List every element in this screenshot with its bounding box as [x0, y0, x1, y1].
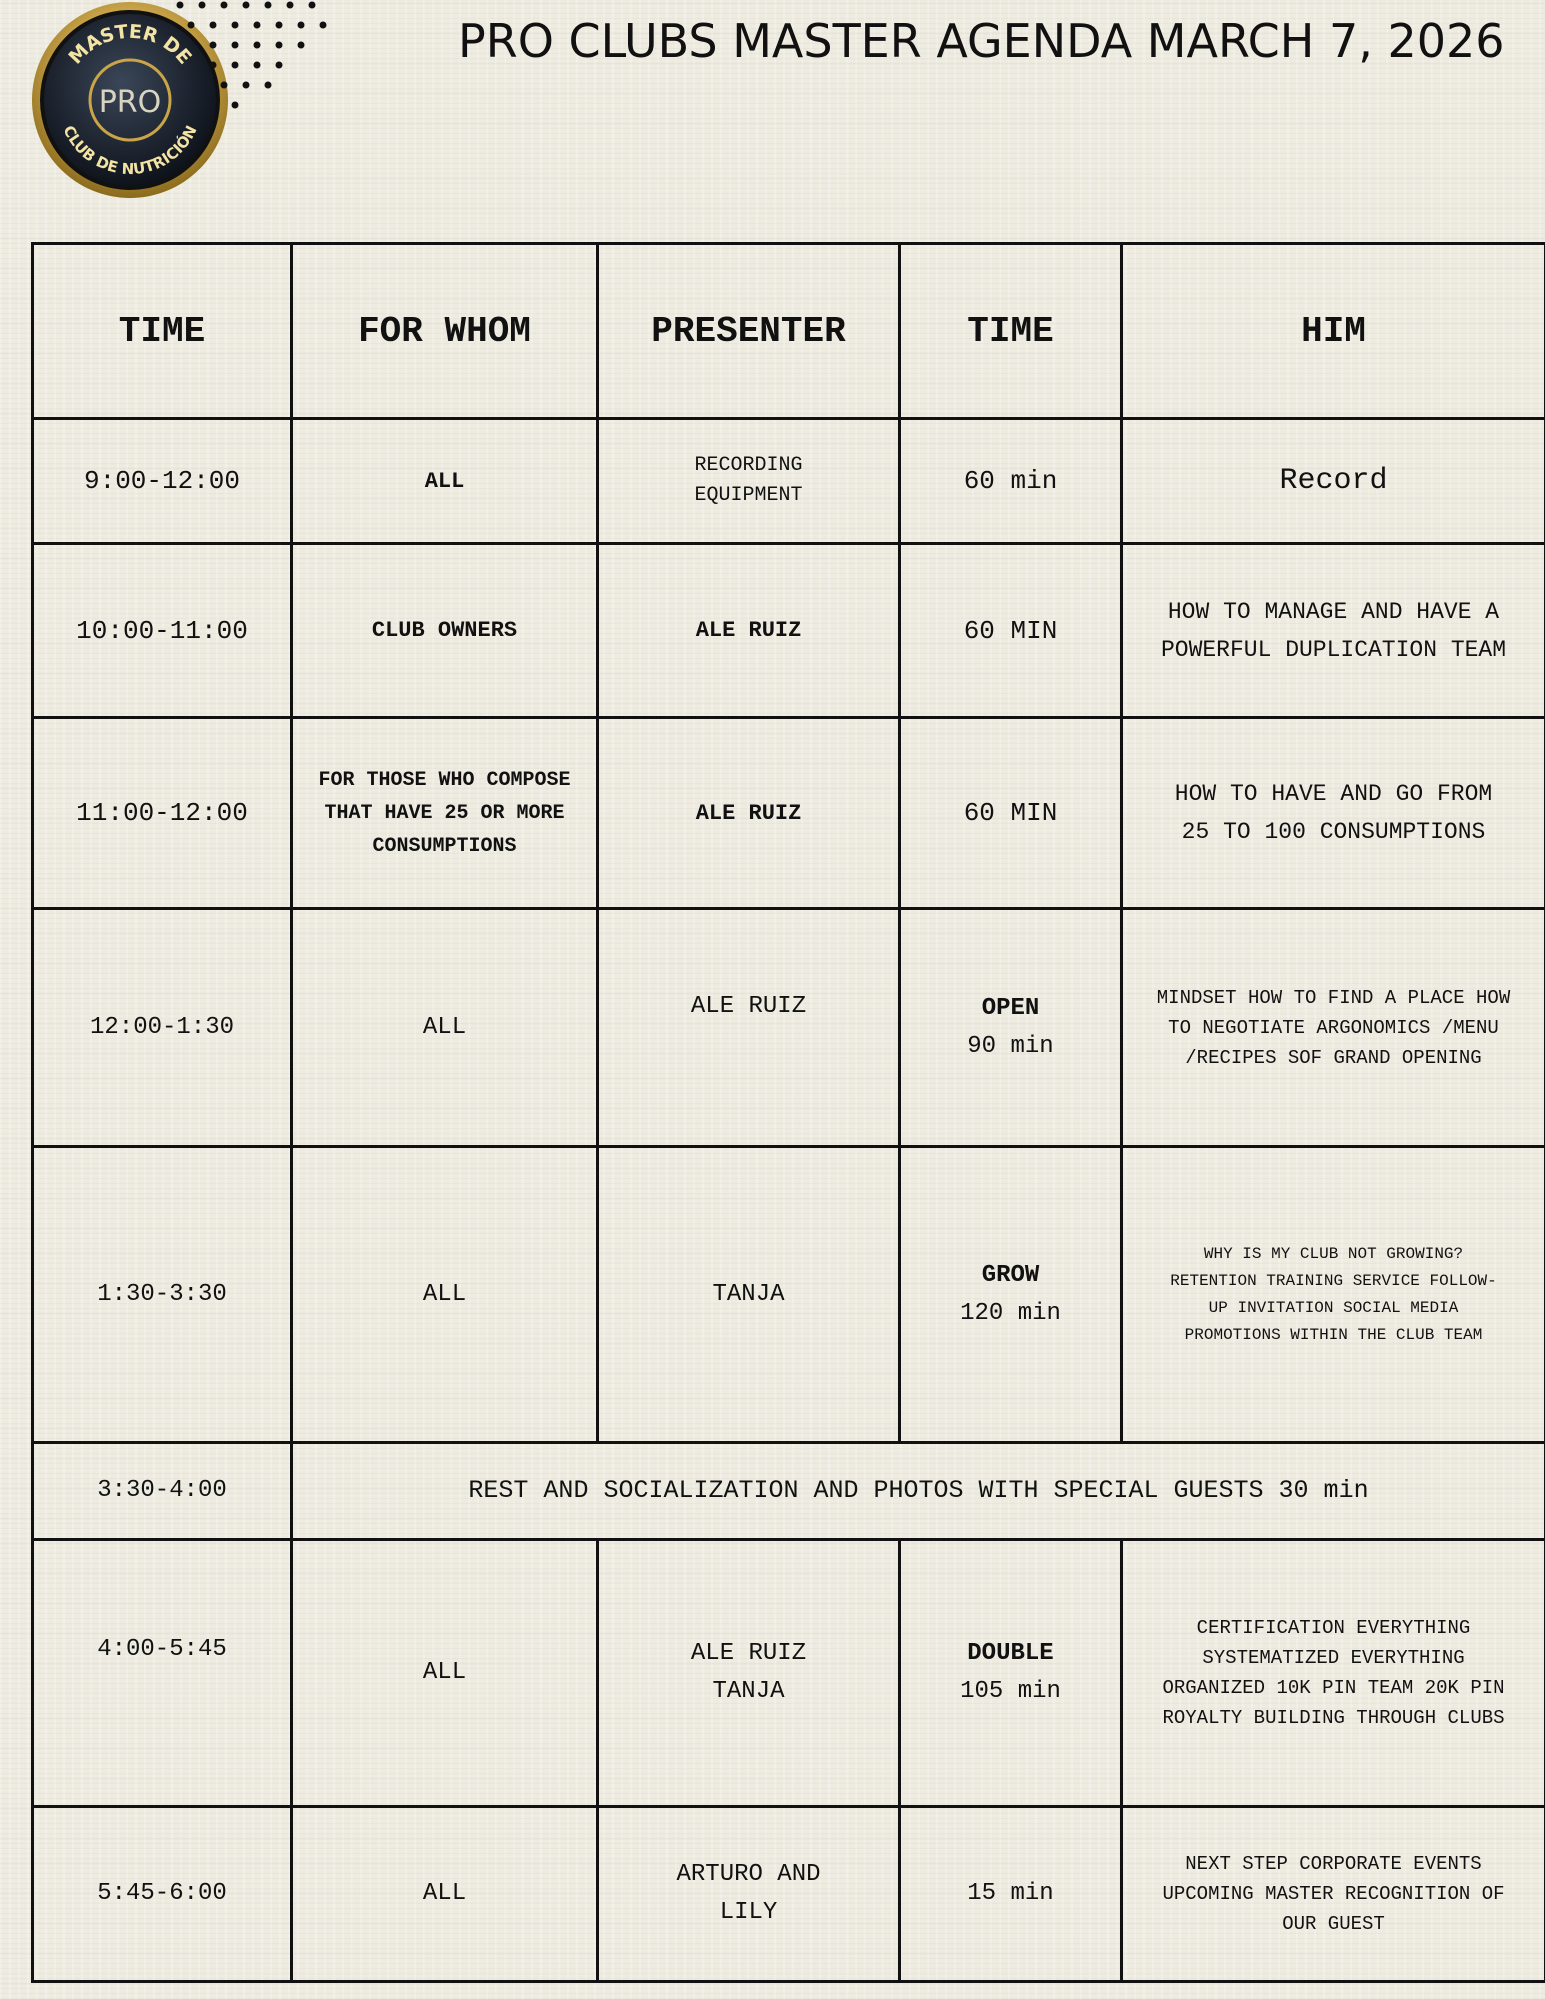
- row-for-whom: ALL: [292, 1540, 598, 1807]
- table-row: [33, 544, 1545, 718]
- row-presenter: TANJA: [712, 1678, 785, 1705]
- row-for-whom: ALL: [292, 1147, 598, 1443]
- table-row: [33, 1147, 1545, 1443]
- table-row: [33, 1540, 1545, 1807]
- row-presenter: ARTURO AND LILY: [598, 1807, 900, 1982]
- logo-top-text: MASTER DE: [64, 20, 196, 69]
- break-time: 3:30-4:00: [33, 1443, 292, 1540]
- table-row: [33, 1807, 1545, 1982]
- row-duration-label: OPEN: [981, 994, 1040, 1022]
- row-topic: MINDSET HOW TO FIND A PLACE HOW TO NEGOTIATE ARGONOMICS /MENU /RECIPES SOF GRAND OPENING: [1122, 909, 1545, 1147]
- row-duration: 60 min: [900, 419, 1122, 544]
- row-duration-label: GROW: [981, 1261, 1040, 1289]
- row-duration-cell: [900, 909, 1122, 1147]
- row-topic: CERTIFICATION EVERYTHING SYSTEMATIZED EVERYTHING ORGANIZED 10K PIN TEAM 20K PIN ROYALTY BUILDING THROUGH CLUBS: [1122, 1540, 1545, 1807]
- row-topic: HOW TO MANAGE AND HAVE A POWERFUL DUPLICATION TEAM: [1122, 544, 1545, 718]
- header-for-whom: FOR WHOM: [292, 244, 598, 419]
- row-for-whom: ALL: [292, 419, 598, 544]
- row-duration-cell: [900, 1540, 1122, 1807]
- header-time: TIME: [33, 244, 292, 419]
- logo-center-text: PRO: [98, 85, 162, 120]
- row-topic: WHY IS MY CLUB NOT GROWING? RETENTION TRAINING SERVICE FOLLOW-UP INVITATION SOCIAL MEDIA PROMOTIONS WITHIN THE CLUB TEAM: [1122, 1147, 1545, 1443]
- row-duration: 60 MIN: [900, 544, 1122, 718]
- decorative-dots: [160, 0, 370, 130]
- row-duration: 15 min: [900, 1807, 1122, 1982]
- row-duration: 60 MIN: [900, 718, 1122, 909]
- row-topic: HOW TO HAVE AND GO FROM 25 TO 100 CONSUMPTIONS: [1122, 718, 1545, 909]
- row-for-whom: ALL: [292, 1807, 598, 1982]
- row-presenter: ALE RUIZ: [690, 1640, 807, 1667]
- row-presenter: ALE RUIZ: [598, 544, 900, 718]
- header-topic: HIM: [1122, 244, 1545, 419]
- row-duration: 105 min: [960, 1678, 1061, 1705]
- row-duration-cell: [900, 1147, 1122, 1443]
- break-row: [33, 1443, 1545, 1540]
- row-presenter: ALE RUIZ: [598, 909, 900, 1147]
- break-description: REST AND SOCIALIZATION AND PHOTOS WITH SPECIAL GUESTS 30 min: [292, 1443, 1545, 1540]
- logo-bottom-text: CLUB DE NUTRICIÓN: [59, 122, 201, 179]
- agenda-table: [31, 242, 1545, 1983]
- header-duration: TIME: [900, 244, 1122, 419]
- row-time: 12:00-1:30: [33, 909, 292, 1147]
- row-time: 1:30-3:30: [33, 1147, 292, 1443]
- row-time: 11:00-12:00: [33, 718, 292, 909]
- row-for-whom: CLUB OWNERS: [292, 544, 598, 718]
- table-row: [33, 718, 1545, 909]
- row-time: 10:00-11:00: [33, 544, 292, 718]
- table-row: [33, 419, 1545, 544]
- row-for-whom: FOR THOSE WHO COMPOSE THAT HAVE 25 OR MORE CONSUMPTIONS: [292, 718, 598, 909]
- row-presenter: ALE RUIZ: [598, 718, 900, 909]
- row-presenter: RECORDING EQUIPMENT: [598, 419, 900, 544]
- table-row: [33, 909, 1545, 1147]
- row-time: 4:00-5:45: [33, 1540, 292, 1807]
- row-topic: NEXT STEP CORPORATE EVENTS UPCOMING MASTER RECOGNITION OF OUR GUEST: [1122, 1807, 1545, 1982]
- row-time: 5:45-6:00: [33, 1807, 292, 1982]
- row-time: 9:00-12:00: [33, 419, 292, 544]
- row-duration-label: DOUBLE: [967, 1640, 1054, 1667]
- row-topic: Record: [1122, 419, 1545, 544]
- table-header-row: [33, 244, 1545, 419]
- row-presenter-cell: [598, 1540, 900, 1807]
- page-title: PRO CLUBS MASTER AGENDA MARCH 7, 2026: [458, 14, 1505, 68]
- row-duration: 120 min: [960, 1299, 1061, 1327]
- row-for-whom: ALL: [292, 909, 598, 1147]
- header-presenter: PRESENTER: [598, 244, 900, 419]
- row-duration: 90 min: [967, 1032, 1054, 1060]
- row-presenter: TANJA: [598, 1147, 900, 1443]
